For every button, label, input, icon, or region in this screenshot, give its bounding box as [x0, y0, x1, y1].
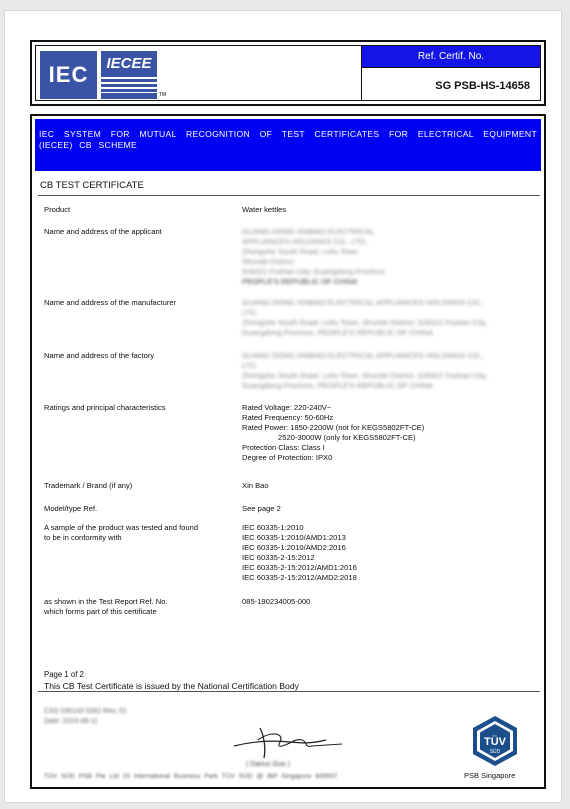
signature [230, 720, 350, 760]
factory-label: Name and address of the factory [44, 351, 155, 360]
trademark-value: Xin Bao [242, 481, 269, 490]
trademark-label: Trademark / Brand (if any) [44, 481, 133, 490]
standards-list [242, 523, 538, 583]
conformity-label: A sample of the product was tested and found to be in conformity with [44, 523, 199, 542]
page-number: Page 1 of 2 [44, 670, 84, 679]
scheme-banner: IEC SYSTEM FOR MUTUAL RECOGNITION OF TEST CERTIFICATES FOR ELECTRICAL EQUIPMENT (IECEE) CB SCHEME [35, 119, 541, 171]
tuv-text: TÜV [484, 736, 506, 748]
standard-item: IEC 60335-2-15:2012/AMD1:2016 [242, 563, 357, 572]
trademark-symbol: TM [159, 92, 167, 98]
sud-text: SÜD [489, 749, 501, 755]
doc-code: CSS 036143 5362 Rev. 01 [44, 708, 127, 715]
standard-item: IEC 60335-1:2010 [242, 523, 304, 532]
applicant-value: GUANG DONG XINBAO ELECTRICAL APPLIANCES HOLDINGS CO., LTD. Zhongshe South Road, Leliu Town Shunde District 528322 Foshan City, Guangdong Province PEOPLE'S REPUBLIC OF CHINA [242, 227, 385, 286]
certificate-header [30, 40, 546, 106]
factory-value: GUANG DONG XINBAO ELECTRICAL APPLIANCES HOLDINGS CO., LTD. Zhongshe South Road, Leliu Town, Shunde District, 528322 Foshan City, Guangdong Province, PEOPLE'S REPUBLIC OF CHINA [242, 351, 488, 390]
manufacturer-value: GUANG DONG XINBAO ELECTRICAL APPLIANCES HOLDINGS CO., LTD. Zhongshe South Road, Leliu Town, Shunde District, 528322 Foshan City, Guangdong Province, PEOPLE'S REPUBLIC OF CHINA [242, 298, 488, 337]
certificate-title: CB TEST CERTIFICATE [40, 180, 144, 191]
standard-item: IEC 60335-2-15:2012/AMD2:2018 [242, 573, 357, 582]
ratings-label: Ratings and principal characteristics [44, 403, 166, 412]
product-label: Product [44, 205, 71, 214]
title-divider [38, 195, 540, 196]
footer-divider [38, 691, 540, 692]
signatory-name: ( Darius Guo ) [246, 761, 290, 768]
standard-item: IEC 60335-1:2010/AMD2:2016 [242, 543, 346, 552]
manufacturer-label: Name and address of the manufacturer [44, 298, 177, 307]
report-value: 085-190234005-000 [242, 597, 311, 606]
model-label: Model/type Ref. [44, 504, 98, 513]
applicant-label: Name and address of the applicant [44, 227, 162, 236]
psb-singapore-label: PSB Singapore [464, 771, 516, 780]
standard-item: IEC 60335-1:2010/AMD1:2013 [242, 533, 346, 542]
product-value: Water kettles [242, 205, 287, 214]
model-value: See page 2 [242, 504, 281, 513]
reference-box [362, 46, 540, 100]
issue-date: Date: 2024-08-11 [44, 718, 98, 725]
ratings-value: Rated Voltage: 220-240V~ Rated Frequency: 50-60Hz Rated Power: 1850-2200W (not for KEGS5802FT-CE) 2520-3000W (only for KEGS5802FT-CE) Protection Class: Class I Degree of Protection: IPX0 [242, 403, 425, 462]
footer-address: TÜV SÜD PSB Pte Ltd 15 International Business Park TÜV SÜD @ IBP Singapore 609937 [44, 773, 338, 780]
report-label: as shown in the Test Report Ref. No. which forms part of this certificate [44, 597, 168, 616]
standard-item: IEC 60335-2-15:2012 [242, 553, 315, 562]
iecee-logo: IECEE [101, 51, 157, 99]
iec-logo: IEC [40, 51, 97, 99]
issued-statement: This CB Test Certificate is issued by the National Certification Body [44, 681, 299, 691]
tuv-sud-logo [468, 714, 522, 768]
ref-number: SG PSB-HS-14658 [435, 80, 530, 92]
logo-area [36, 46, 362, 100]
ref-label: Ref. Certif. No. [362, 46, 540, 68]
